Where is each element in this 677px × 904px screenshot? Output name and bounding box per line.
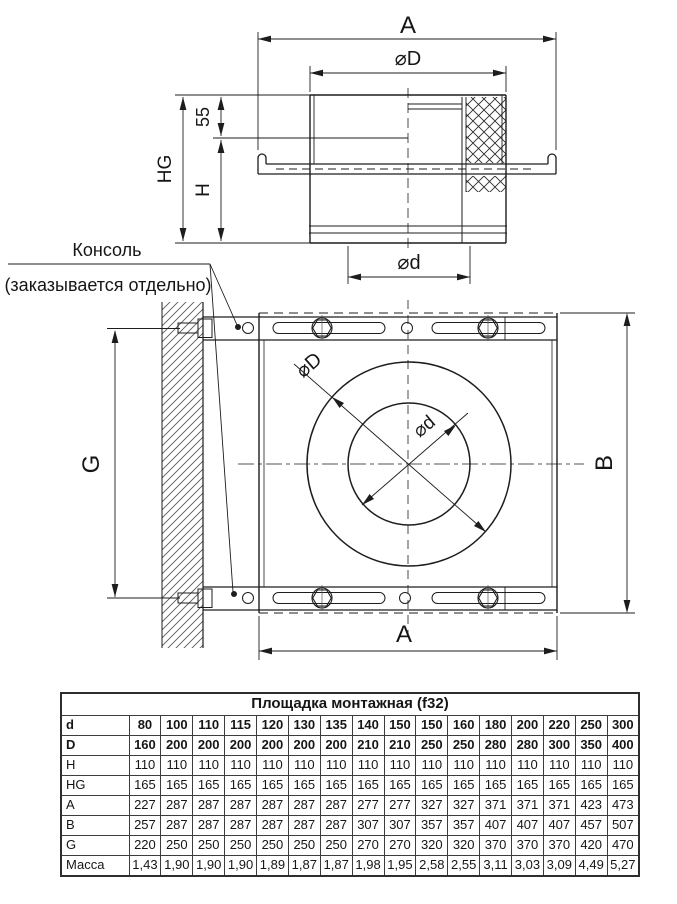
plan-view	[78, 300, 635, 660]
label-55: 55	[193, 106, 213, 128]
table-cell: 287	[193, 816, 225, 836]
table-cell: 1,43	[129, 856, 161, 877]
table-cell: 280	[480, 736, 512, 756]
table-cell: 5,27	[607, 856, 639, 877]
table-cell: 277	[384, 796, 416, 816]
table-cell: 370	[512, 836, 544, 856]
table-cell: 1,87	[288, 856, 320, 877]
table-cell: 200	[512, 716, 544, 736]
table-cell: 1,98	[352, 856, 384, 877]
table-cell: 200	[161, 736, 193, 756]
table-cell: 287	[288, 796, 320, 816]
table-cell: 110	[352, 756, 384, 776]
table-cell: 287	[193, 796, 225, 816]
table-cell: 257	[129, 816, 161, 836]
table-cell: 300	[543, 736, 575, 756]
table-cell: 250	[288, 836, 320, 856]
table-cell: 250	[320, 836, 352, 856]
table-cell: 270	[384, 836, 416, 856]
table-cell: 250	[416, 736, 448, 756]
table-cell: 165	[225, 776, 257, 796]
table-cell: 165	[384, 776, 416, 796]
table-cell: 165	[512, 776, 544, 796]
table-cell: 165	[543, 776, 575, 796]
label-phid-plan: ⌀d	[409, 411, 440, 442]
leader-dot-bottom	[231, 591, 237, 597]
table-cell: 110	[607, 756, 639, 776]
table-cell: 200	[320, 736, 352, 756]
table-cell: 250	[161, 836, 193, 856]
dimensions-table	[60, 692, 640, 877]
mounting-plate-edge	[258, 154, 556, 174]
dimension-h	[218, 140, 225, 241]
table-cell: 165	[575, 776, 607, 796]
table-cell: 227	[129, 796, 161, 816]
table-cell: 327	[416, 796, 448, 816]
table-cell: 150	[416, 716, 448, 736]
table-cell: 120	[257, 716, 289, 736]
table-cell: 150	[384, 716, 416, 736]
table-cell: 1,95	[384, 856, 416, 877]
dimension-a-plan	[259, 616, 557, 660]
table-cell: 80	[129, 716, 161, 736]
table-cell: 165	[320, 776, 352, 796]
table-cell: 357	[416, 816, 448, 836]
table-cell: 165	[607, 776, 639, 796]
table-cell: 3,09	[543, 856, 575, 877]
table-cell: 110	[384, 756, 416, 776]
table-cell: 287	[161, 796, 193, 816]
table-cell: 115	[225, 716, 257, 736]
table-cell: 130	[288, 716, 320, 736]
table-cell: 110	[193, 716, 225, 736]
table-cell: 210	[352, 736, 384, 756]
table-cell: 220	[543, 716, 575, 736]
dimension-phiD-plan	[292, 348, 486, 532]
table-cell: 350	[575, 736, 607, 756]
table-cell: 110	[129, 756, 161, 776]
table-cell: 423	[575, 796, 607, 816]
label-phid-side: ⌀d	[397, 252, 421, 274]
dimension-b	[560, 313, 635, 613]
table-cell: 280	[512, 736, 544, 756]
table-cell: 3,11	[480, 856, 512, 877]
table-cell: 371	[543, 796, 575, 816]
table-cell: 287	[320, 816, 352, 836]
label-h: H	[193, 183, 214, 197]
table-cell: 250	[225, 836, 257, 856]
table-row-G	[61, 836, 639, 856]
table-cell: 307	[352, 816, 384, 836]
table-cell: 287	[257, 816, 289, 836]
table-cell: 320	[448, 836, 480, 856]
row-label: A	[61, 796, 129, 816]
table-cell: 165	[352, 776, 384, 796]
table-cell: 200	[225, 736, 257, 756]
table-cell: 1,90	[193, 856, 225, 877]
table-cell: 370	[543, 836, 575, 856]
side-section-view	[155, 12, 556, 284]
table-row-B	[61, 816, 639, 836]
table-row-H	[61, 756, 639, 776]
table-cell: 165	[448, 776, 480, 796]
table-cell: 300	[607, 716, 639, 736]
table-cell: 100	[161, 716, 193, 736]
table-cell: 110	[161, 756, 193, 776]
row-label: B	[61, 816, 129, 836]
table-cell: 165	[129, 776, 161, 796]
table-cell: 210	[384, 736, 416, 756]
table-cell: 110	[512, 756, 544, 776]
table-cell: 165	[257, 776, 289, 796]
row-label: Масса	[61, 856, 129, 877]
table-cell: 220	[129, 836, 161, 856]
table-cell: 407	[480, 816, 512, 836]
table-cell: 165	[480, 776, 512, 796]
table-cell: 1,90	[161, 856, 193, 877]
table-cell: 277	[352, 796, 384, 816]
table-cell: 160	[129, 736, 161, 756]
table-cell: 135	[320, 716, 352, 736]
dimension-55	[218, 97, 225, 136]
table-cell: 287	[288, 816, 320, 836]
table-cell: 2,58	[416, 856, 448, 877]
label-a-side: A	[399, 12, 417, 39]
table-cell: 3,03	[512, 856, 544, 877]
table-cell: 140	[352, 716, 384, 736]
label-phiD-side: ⌀D	[394, 48, 422, 70]
table-cell: 110	[416, 756, 448, 776]
label-hg: HG	[155, 154, 176, 184]
table-cell: 110	[257, 756, 289, 776]
table-cell: 1,90	[225, 856, 257, 877]
row-label: D	[61, 736, 129, 756]
table-cell: 165	[193, 776, 225, 796]
table-cell: 110	[448, 756, 480, 776]
table-cell: 250	[575, 716, 607, 736]
table-cell: 200	[193, 736, 225, 756]
table-row-Масса	[61, 856, 639, 877]
table-cell: 4,49	[575, 856, 607, 877]
table-cell: 165	[161, 776, 193, 796]
table-cell: 470	[607, 836, 639, 856]
table-cell: 110	[320, 756, 352, 776]
table-cell: 270	[352, 836, 384, 856]
table-cell: 1,87	[320, 856, 352, 877]
top-bracket	[178, 315, 557, 341]
row-label: H	[61, 756, 129, 776]
table-cell: 110	[288, 756, 320, 776]
leader-dot-top	[235, 324, 241, 330]
table-cell: 307	[384, 816, 416, 836]
table-cell: 250	[193, 836, 225, 856]
table-row-d	[61, 716, 639, 736]
table-cell: 110	[480, 756, 512, 776]
console-note-line1: Консоль	[72, 240, 142, 260]
table-cell: 420	[575, 836, 607, 856]
wall-hatch	[162, 302, 203, 648]
table-cell: 180	[480, 716, 512, 736]
table-cell: 287	[225, 816, 257, 836]
table-row-HG	[61, 776, 639, 796]
table-cell: 110	[225, 756, 257, 776]
table-cell: 400	[607, 736, 639, 756]
table-cell: 327	[448, 796, 480, 816]
table-cell: 165	[416, 776, 448, 796]
table-cell: 407	[512, 816, 544, 836]
table-cell: 370	[480, 836, 512, 856]
table-cell: 287	[225, 796, 257, 816]
console-note	[4, 240, 241, 597]
row-label: d	[61, 716, 129, 736]
row-label: HG	[61, 776, 129, 796]
label-phiD-plan: ⌀D	[291, 348, 327, 383]
insulation-hatch-upper	[466, 97, 506, 163]
row-label: G	[61, 836, 129, 856]
dimension-phid-plan	[362, 412, 468, 505]
console-note-line2: (заказывается отдельно)	[4, 275, 212, 295]
table-cell: 371	[512, 796, 544, 816]
table-cell: 473	[607, 796, 639, 816]
table-cell: 287	[257, 796, 289, 816]
label-b: B	[591, 454, 618, 472]
table-cell: 250	[448, 736, 480, 756]
table-title: Площадка монтажная (f32)	[61, 693, 639, 716]
bottom-bracket	[178, 585, 557, 611]
dimension-hg	[180, 97, 187, 241]
table-cell: 457	[575, 816, 607, 836]
table-row-A	[61, 796, 639, 816]
table-cell: 1,89	[257, 856, 289, 877]
table-cell: 110	[575, 756, 607, 776]
table-cell: 200	[257, 736, 289, 756]
label-a-plan: A	[395, 621, 413, 648]
table-cell: 357	[448, 816, 480, 836]
table-cell: 2,55	[448, 856, 480, 877]
table-cell: 287	[161, 816, 193, 836]
label-g: G	[78, 454, 105, 474]
table-cell: 165	[288, 776, 320, 796]
table-cell: 507	[607, 816, 639, 836]
table-cell: 110	[543, 756, 575, 776]
table-cell: 160	[448, 716, 480, 736]
table-cell: 110	[193, 756, 225, 776]
table-cell: 200	[288, 736, 320, 756]
table-cell: 371	[480, 796, 512, 816]
leader-line-bottom	[210, 264, 233, 592]
table-cell: 287	[320, 796, 352, 816]
table-cell: 320	[416, 836, 448, 856]
table-row-D	[61, 736, 639, 756]
table-cell: 407	[543, 816, 575, 836]
insulation-hatch-lower	[466, 176, 506, 192]
table-title-row	[61, 693, 639, 716]
table-cell: 250	[257, 836, 289, 856]
